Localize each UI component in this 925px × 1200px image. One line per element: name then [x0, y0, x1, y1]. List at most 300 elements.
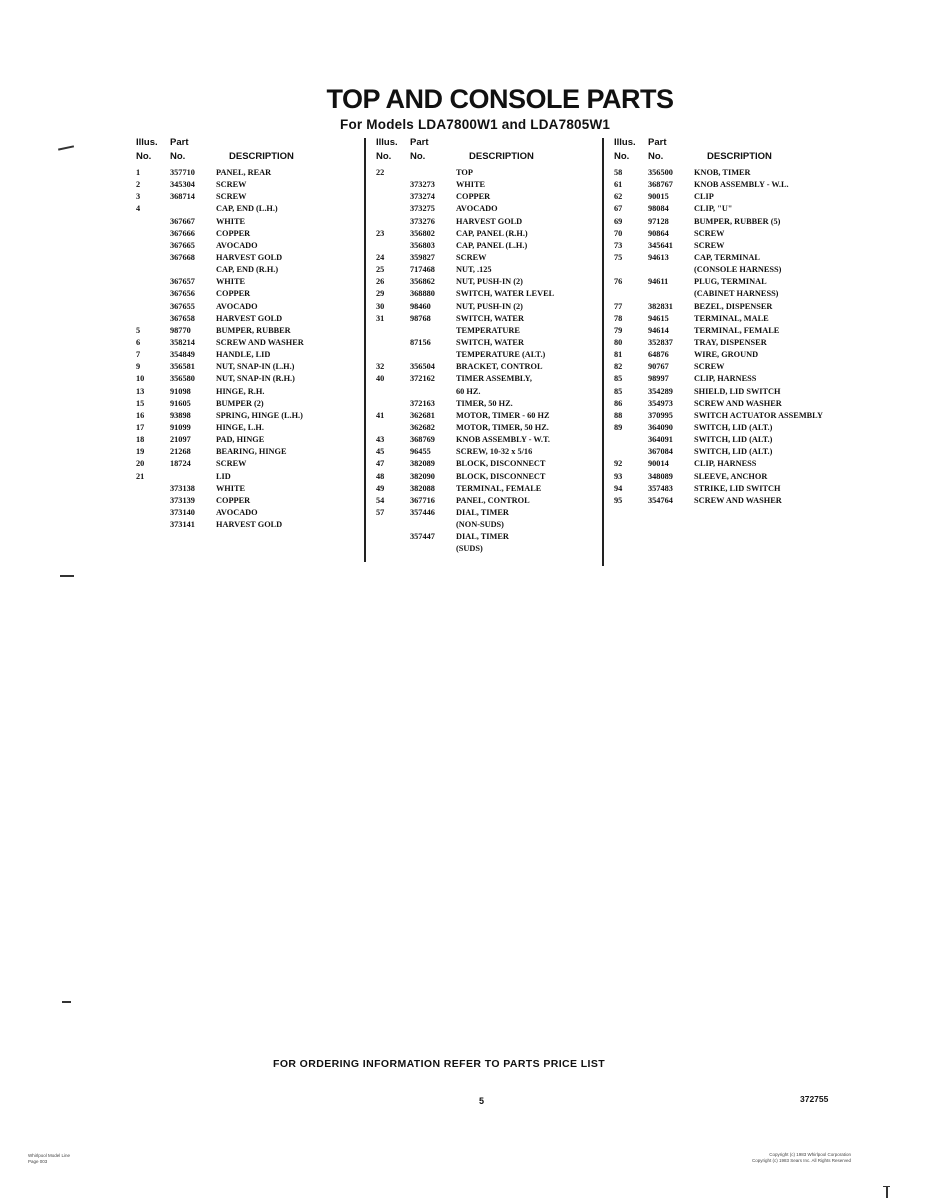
part-description: TIMER, 50 HZ.	[456, 398, 513, 408]
part-description: WHITE	[456, 180, 486, 190]
part-number: 348089	[648, 471, 673, 481]
scan-caption-line: Whirlpool Model Line	[28, 1153, 71, 1158]
part-description: SCREW AND WASHER	[216, 337, 304, 347]
illus-number: 13	[136, 386, 145, 396]
part-number: 358214	[170, 337, 195, 347]
part-number: 345641	[648, 240, 673, 250]
illus-number: 47	[376, 459, 385, 469]
parts-row	[614, 276, 854, 288]
parts-row	[614, 288, 854, 300]
parts-row	[376, 543, 601, 555]
parts-row	[136, 349, 361, 361]
parts-row	[376, 361, 601, 373]
header-description: DESCRIPTION	[469, 151, 534, 162]
part-number: 87156	[410, 337, 431, 347]
part-description: SCREW AND WASHER	[694, 495, 782, 505]
part-description: DIAL, TIMER	[456, 532, 509, 542]
column-divider	[364, 138, 366, 562]
part-description: WHITE	[216, 483, 246, 493]
part-description: SWITCH, WATER	[456, 313, 524, 323]
parts-row	[136, 410, 361, 422]
part-number: 91605	[170, 398, 191, 408]
parts-column-3	[614, 137, 854, 507]
illus-number: 45	[376, 447, 385, 457]
illus-number: 7	[136, 350, 141, 360]
part-description: WIRE, GROUND	[694, 350, 759, 360]
parts-row	[136, 288, 361, 300]
part-number: 373275	[410, 204, 435, 214]
parts-list	[614, 167, 854, 507]
parts-row	[376, 519, 601, 531]
margin-mark	[883, 1186, 890, 1187]
part-description: NUT, .125	[456, 265, 492, 275]
part-number: 94611	[648, 277, 669, 287]
scan-caption-left	[28, 1153, 70, 1164]
parts-row	[136, 179, 361, 191]
parts-row	[376, 434, 601, 446]
part-description: SWITCH, WATER LEVEL	[456, 289, 555, 299]
parts-row	[136, 361, 361, 373]
part-description: (SUDS)	[456, 544, 483, 554]
illus-number: 16	[136, 410, 145, 420]
illus-number: 31	[376, 313, 385, 323]
parts-row	[136, 240, 361, 252]
illus-number: 2	[136, 180, 141, 190]
parts-row	[136, 167, 361, 179]
illus-number: 81	[614, 350, 623, 360]
illus-number: 18	[136, 435, 145, 445]
part-number: 97128	[648, 216, 669, 226]
illus-number: 54	[376, 495, 385, 505]
header-part: Part	[648, 137, 667, 148]
part-description: AVOCADO	[456, 204, 498, 214]
header-part-no: No.	[170, 151, 186, 162]
part-description: BUMPER, RUBBER	[216, 325, 291, 335]
part-number: 93898	[170, 410, 191, 420]
illus-number: 69	[614, 216, 623, 226]
part-number: 21097	[170, 435, 191, 445]
parts-row	[376, 458, 601, 470]
illus-number: 67	[614, 204, 623, 214]
illus-number: 21	[136, 471, 145, 481]
parts-row	[376, 264, 601, 276]
part-number: 367665	[170, 240, 195, 250]
part-number: 90015	[648, 192, 669, 202]
part-description: KNOB, TIMER	[694, 168, 751, 177]
parts-row	[136, 519, 361, 531]
parts-column-1	[136, 137, 361, 531]
part-number: 354973	[648, 398, 673, 408]
parts-list	[376, 167, 601, 556]
illus-number: 40	[376, 374, 385, 384]
parts-row	[376, 313, 601, 325]
part-description: MOTOR, TIMER, 50 HZ.	[456, 422, 549, 432]
part-description: COPPER	[456, 192, 491, 202]
parts-row	[376, 507, 601, 519]
illus-number: 76	[614, 277, 623, 287]
part-description: SCREW	[216, 180, 247, 190]
parts-row	[136, 458, 361, 470]
illus-number: 26	[376, 277, 385, 287]
illus-number: 25	[376, 265, 385, 275]
parts-row	[614, 373, 854, 385]
part-description: CLIP	[694, 192, 714, 202]
part-description: SWITCH ACTUATOR ASSEMBLY	[694, 410, 823, 420]
column-header	[136, 137, 361, 167]
part-number: 373139	[170, 495, 195, 505]
part-description: STRIKE, LID SWITCH	[694, 483, 781, 493]
part-number: 98768	[410, 313, 431, 323]
part-description: TERMINAL, FEMALE	[694, 325, 780, 335]
part-number: 367716	[410, 495, 435, 505]
part-number: 357710	[170, 168, 195, 177]
part-number: 98770	[170, 325, 191, 335]
part-description: PANEL, CONTROL	[456, 495, 530, 505]
part-description: SLEEVE, ANCHOR	[694, 471, 768, 481]
part-description: AVOCADO	[216, 301, 258, 311]
part-description: PLUG, TERMINAL	[694, 277, 767, 287]
illus-number: 77	[614, 301, 623, 311]
header-illus: Illus.	[136, 137, 158, 148]
part-description: COPPER	[216, 495, 251, 505]
illus-number: 93	[614, 471, 623, 481]
illus-number: 85	[614, 374, 623, 384]
part-number: 368767	[648, 180, 673, 190]
parts-row	[136, 228, 361, 240]
part-number: 18724	[170, 459, 191, 469]
header-part-no: No.	[648, 151, 664, 162]
illus-number: 92	[614, 459, 623, 469]
illus-number: 61	[614, 180, 623, 190]
part-description: NUT, SNAP-IN (R.H.)	[216, 374, 295, 384]
part-description: PANEL, REAR	[216, 168, 272, 177]
part-description: LID	[216, 471, 231, 481]
part-description: AVOCADO	[216, 507, 258, 517]
part-number: 367668	[170, 252, 195, 262]
parts-row	[614, 228, 854, 240]
parts-row	[614, 446, 854, 458]
parts-row	[136, 495, 361, 507]
parts-column-2	[376, 137, 601, 556]
header-part-no: No.	[410, 151, 426, 162]
header-no: No.	[136, 151, 152, 162]
part-number: 367655	[170, 301, 195, 311]
parts-row	[376, 240, 601, 252]
illus-number: 73	[614, 240, 623, 250]
parts-row	[136, 276, 361, 288]
part-number: 367656	[170, 289, 195, 299]
part-number: 717468	[410, 265, 435, 275]
illus-number: 94	[614, 483, 623, 493]
part-description: SPRING, HINGE (L.H.)	[216, 410, 303, 420]
parts-row	[376, 203, 601, 215]
part-number: 96455	[410, 447, 431, 457]
part-description: SCREW AND WASHER	[694, 398, 782, 408]
parts-row	[136, 434, 361, 446]
illus-number: 79	[614, 325, 623, 335]
part-number: 368769	[410, 435, 435, 445]
part-number: 354849	[170, 350, 195, 360]
illus-number: 9	[136, 362, 141, 372]
illus-number: 58	[614, 168, 623, 177]
parts-row	[614, 264, 854, 276]
part-number: 370995	[648, 410, 673, 420]
part-description: DIAL, TIMER	[456, 507, 509, 517]
parts-row	[376, 531, 601, 543]
part-description: HARVEST GOLD	[216, 252, 283, 262]
part-number: 373273	[410, 180, 435, 190]
scan-caption-line: Page 003	[28, 1158, 48, 1164]
column-divider	[602, 138, 604, 566]
part-number: 90767	[648, 362, 669, 372]
parts-row	[376, 252, 601, 264]
parts-row	[136, 313, 361, 325]
copyright-note	[752, 1152, 851, 1163]
part-description: SHIELD, LID SWITCH	[694, 386, 781, 396]
parts-row	[376, 483, 601, 495]
part-description: CAP, TERMINAL	[694, 252, 760, 262]
illus-number: 88	[614, 410, 623, 420]
part-description: CAP, END (L.H.)	[216, 204, 278, 214]
part-number: 94615	[648, 313, 669, 323]
margin-mark	[60, 575, 74, 577]
part-number: 373276	[410, 216, 435, 226]
part-number: 367658	[170, 313, 195, 323]
part-description: MOTOR, TIMER - 60 HZ	[456, 410, 550, 420]
part-description: WHITE	[216, 216, 246, 226]
part-number: 356802	[410, 228, 435, 238]
parts-row	[136, 446, 361, 458]
part-description: SCREW	[694, 240, 725, 250]
parts-row	[136, 203, 361, 215]
parts-row	[136, 301, 361, 313]
parts-row	[376, 446, 601, 458]
parts-row	[376, 471, 601, 483]
part-description: SCREW	[216, 459, 247, 469]
parts-row	[614, 240, 854, 252]
parts-row	[376, 337, 601, 349]
part-description: PAD, HINGE	[216, 435, 265, 445]
part-description: CLIP, "U"	[694, 204, 733, 214]
illus-number: 78	[614, 313, 623, 323]
part-number: 359827	[410, 252, 435, 262]
illus-number: 43	[376, 435, 385, 445]
part-description: NUT, PUSH-IN (2)	[456, 301, 523, 311]
illus-number: 20	[136, 459, 145, 469]
part-description: SCREW	[216, 192, 247, 202]
part-description: HINGE, R.H.	[216, 386, 265, 396]
parts-row	[614, 483, 854, 495]
part-description: HINGE, L.H.	[216, 422, 264, 432]
parts-row	[376, 179, 601, 191]
part-number: 357446	[410, 507, 435, 517]
illus-number: 86	[614, 398, 623, 408]
margin-mark	[58, 145, 74, 150]
illus-number: 49	[376, 483, 385, 493]
ordering-note: FOR ORDERING INFORMATION REFER TO PARTS PRICE LIST	[273, 1058, 606, 1070]
parts-row	[136, 216, 361, 228]
parts-row	[136, 398, 361, 410]
copyright-line: Copyright (c) 1983 Sears Inc. All Rights Reserved	[752, 1157, 852, 1163]
illus-number: 4	[136, 204, 141, 214]
header-no: No.	[614, 151, 630, 162]
part-description: (CONSOLE HARNESS)	[694, 265, 782, 275]
part-number: 345304	[170, 180, 195, 190]
parts-row	[614, 410, 854, 422]
part-number: 367084	[648, 447, 673, 457]
illus-number: 30	[376, 301, 385, 311]
part-number: 90864	[648, 228, 669, 238]
parts-row	[376, 167, 601, 179]
header-illus: Illus.	[614, 137, 636, 148]
part-number: 356500	[648, 168, 673, 177]
illus-number: 95	[614, 495, 623, 505]
illus-number: 6	[136, 337, 141, 347]
header-no: No.	[376, 151, 392, 162]
part-description: TEMPERATURE (ALT.)	[456, 350, 546, 360]
parts-row	[136, 483, 361, 495]
copyright-line: Copyright (c) 1983 Whirlpool Corporation	[769, 1152, 852, 1157]
part-number: 367667	[170, 216, 195, 226]
illus-number: 70	[614, 228, 623, 238]
part-description: SWITCH, WATER	[456, 337, 524, 347]
parts-row	[614, 386, 854, 398]
part-number: 354289	[648, 386, 673, 396]
part-number: 372163	[410, 398, 435, 408]
parts-row	[136, 264, 361, 276]
illus-number: 62	[614, 192, 623, 202]
part-number: 373138	[170, 483, 195, 493]
part-description: NUT, SNAP-IN (L.H.)	[216, 362, 295, 372]
parts-row	[376, 398, 601, 410]
part-description: BEARING, HINGE	[216, 447, 287, 457]
page-number: 5	[479, 1096, 485, 1106]
parts-row	[614, 495, 854, 507]
margin-mark	[886, 1187, 888, 1198]
part-number: 367657	[170, 277, 195, 287]
part-description: COPPER	[216, 289, 251, 299]
part-description: TIMER ASSEMBLY,	[456, 374, 532, 384]
illus-number: 85	[614, 386, 623, 396]
part-number: 382831	[648, 301, 673, 311]
part-description: SCREW	[694, 362, 725, 372]
header-description: DESCRIPTION	[229, 151, 294, 162]
parts-row	[614, 301, 854, 313]
parts-row	[136, 191, 361, 203]
document-number: 372755	[800, 1094, 829, 1104]
header-part: Part	[170, 137, 189, 148]
parts-row	[376, 410, 601, 422]
parts-row	[614, 252, 854, 264]
part-number: 356581	[170, 362, 195, 372]
part-number: 367666	[170, 228, 195, 238]
part-description: AVOCADO	[216, 240, 258, 250]
part-description: CAP, PANEL (R.H.)	[456, 228, 528, 238]
part-number: 373274	[410, 192, 435, 202]
part-description: CLIP, HARNESS	[694, 459, 757, 469]
part-description: CLIP, HARNESS	[694, 374, 757, 384]
part-description: TRAY, DISPENSER	[694, 337, 767, 347]
part-number: 64876	[648, 350, 669, 360]
illus-number: 48	[376, 471, 385, 481]
illus-number: 23	[376, 228, 385, 238]
part-number: 354764	[648, 495, 673, 505]
part-description: KNOB ASSEMBLY - W.L.	[694, 180, 789, 190]
illus-number: 10	[136, 374, 145, 384]
parts-row	[376, 276, 601, 288]
parts-row	[614, 458, 854, 470]
part-description: SWITCH, LID (ALT.)	[694, 435, 773, 445]
part-description: SWITCH, LID (ALT.)	[694, 422, 773, 432]
part-description: HANDLE, LID	[216, 350, 271, 360]
part-description: CAP, PANEL (L.H.)	[456, 240, 528, 250]
part-number: 382089	[410, 459, 435, 469]
illus-number: 82	[614, 362, 623, 372]
parts-row	[376, 325, 601, 337]
parts-row	[376, 216, 601, 228]
parts-row	[376, 495, 601, 507]
parts-row	[376, 191, 601, 203]
part-number: 364091	[648, 435, 673, 445]
illus-number: 89	[614, 422, 623, 432]
margin-mark	[62, 1001, 71, 1003]
part-number: 94613	[648, 252, 669, 262]
parts-row	[376, 422, 601, 434]
part-description: BUMPER, RUBBER (5)	[694, 216, 781, 226]
part-description: KNOB ASSEMBLY - W.T.	[456, 435, 550, 445]
parts-row	[376, 228, 601, 240]
part-description: (NON-SUDS)	[456, 520, 504, 530]
parts-row	[614, 422, 854, 434]
part-description: TEMPERATURE	[456, 325, 520, 335]
part-description: 60 HZ.	[456, 386, 481, 396]
header-part: Part	[410, 137, 429, 148]
page-title: TOP AND CONSOLE PARTS	[326, 84, 674, 114]
illus-number: 5	[136, 325, 141, 335]
part-description: BEZEL, DISPENSER	[694, 301, 773, 311]
part-number: 357447	[410, 532, 435, 542]
parts-row	[136, 422, 361, 434]
part-description: HARVEST GOLD	[216, 520, 283, 530]
illus-number: 17	[136, 422, 145, 432]
part-description: SWITCH, LID (ALT.)	[694, 447, 773, 457]
part-description: TOP	[456, 168, 473, 177]
illus-number: 3	[136, 192, 141, 202]
part-description: CAP, END (R.H.)	[216, 265, 279, 275]
illus-number: 57	[376, 507, 385, 517]
illus-number: 15	[136, 398, 145, 408]
part-description: (CABINET HARNESS)	[694, 289, 779, 299]
part-number: 98460	[410, 301, 431, 311]
parts-row	[614, 471, 854, 483]
page-subtitle: For Models LDA7800W1 and LDA7805W1	[340, 117, 611, 132]
part-number: 91098	[170, 386, 191, 396]
illus-number: 80	[614, 337, 623, 347]
parts-row	[614, 398, 854, 410]
part-number: 368880	[410, 289, 435, 299]
part-number: 352837	[648, 337, 673, 347]
parts-row	[614, 325, 854, 337]
parts-row	[376, 349, 601, 361]
part-description: SCREW, 10-32 x 5/16	[456, 447, 533, 457]
parts-row	[614, 434, 854, 446]
illus-number: 1	[136, 168, 141, 177]
parts-row	[136, 471, 361, 483]
parts-row	[614, 361, 854, 373]
part-description: SCREW	[694, 228, 725, 238]
header-description: DESCRIPTION	[707, 151, 772, 162]
parts-row	[136, 337, 361, 349]
